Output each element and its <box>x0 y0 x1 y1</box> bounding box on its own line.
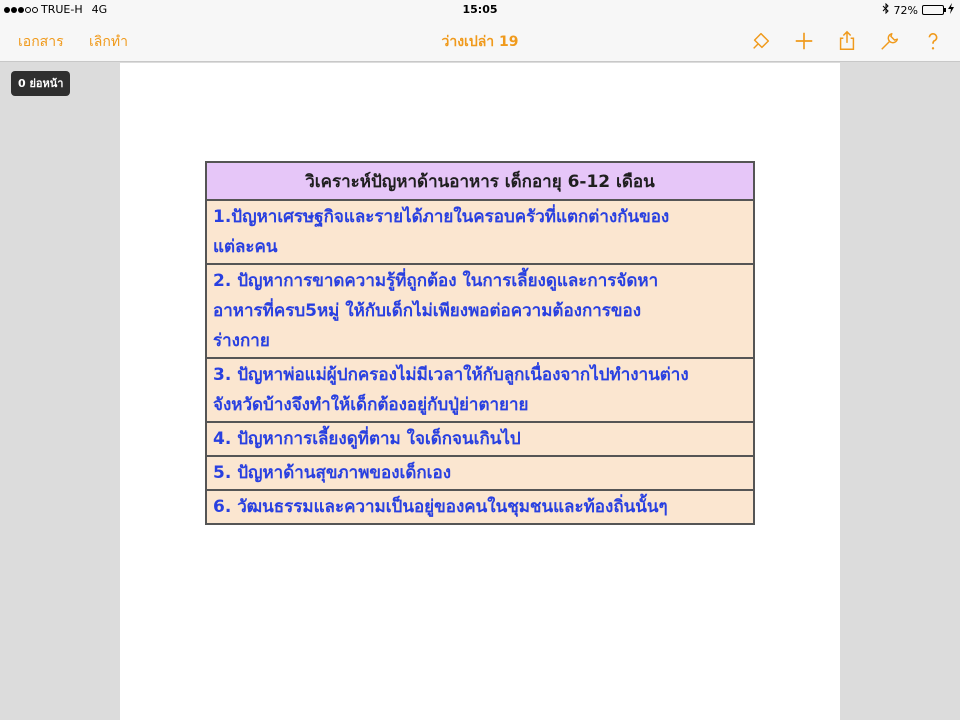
battery-percent: 72% <box>893 3 918 17</box>
document-title[interactable]: ว่างเปล่า 19 <box>441 34 519 50</box>
cell-line: 1.ปัญหาเศรษฐกิจและรายได้ภายในครอบครัวที่แตกต่างกันของ <box>213 207 670 227</box>
cell-line: 6. วัฒนธรรมและความเป็นอยู่ของคนในชุมชนและท้องถิ่นนั้นๆ <box>213 497 668 517</box>
app-toolbar <box>0 20 960 62</box>
table-cell-6[interactable] <box>206 490 754 524</box>
table-cell-4[interactable] <box>206 422 754 456</box>
documents-button[interactable]: เอกสาร <box>18 34 64 50</box>
clock: 15:05 <box>462 3 498 16</box>
status-bar <box>0 0 960 20</box>
share-icon[interactable] <box>834 28 860 54</box>
bluetooth-icon <box>882 3 890 17</box>
cell-line: อาหารที่ครบ5หมู่ ให้กับเด็กไม่เพียงพอต่อความต้องการของ <box>213 301 642 321</box>
battery-icon <box>922 5 944 15</box>
table-row <box>206 456 754 490</box>
cell-line: 5. ปัญหาด้านสุขภาพของเด็กเอง <box>213 463 451 483</box>
wrench-icon[interactable] <box>877 28 903 54</box>
cell-line: 4. ปัญหาการเลี้ยงดูที่ตาม ใจเด็กจนเกินไป <box>213 429 521 449</box>
cell-line: จังหวัดบ้างจึงทำให้เด็กต้องอยู่กับปู่ย่าตายาย <box>213 395 529 415</box>
analysis-table[interactable] <box>205 161 755 525</box>
table-row <box>206 358 754 422</box>
table-header-row <box>206 162 754 200</box>
network-type: 4G <box>91 3 108 16</box>
undo-button[interactable]: เลิกทำ <box>89 34 128 50</box>
paintbrush-icon[interactable] <box>748 28 774 54</box>
help-icon[interactable] <box>920 28 946 54</box>
cell-line: ร่างกาย <box>213 331 270 351</box>
cell-line: 3. ปัญหาพ่อแม่ผู้ปกครองไม่มีเวลาให้กับลูกเนื่องจากไปทำงานต่าง <box>213 365 689 385</box>
table-cell-1[interactable] <box>206 200 754 264</box>
table-row <box>206 422 754 456</box>
table-header[interactable]: วิเคราะห์ปัญหาด้านอาหาร เด็กอายุ 6-12 เดือน <box>206 162 754 200</box>
charging-icon <box>948 3 954 17</box>
table-cell-2[interactable] <box>206 264 754 358</box>
table-row <box>206 490 754 524</box>
battery-area <box>882 3 954 17</box>
carrier-name: TRUE-H <box>41 3 83 16</box>
table-cell-5[interactable] <box>206 456 754 490</box>
toolbar-actions <box>748 28 946 54</box>
plus-icon[interactable] <box>791 28 817 54</box>
table-row <box>206 264 754 358</box>
cell-line: แต่ละคน <box>213 237 278 257</box>
table-row <box>206 200 754 264</box>
cell-line: 2. ปัญหาการขาดความรู้ที่ถูกต้อง ในการเลี้ยงดูและการจัดหา <box>213 271 659 291</box>
table-cell-3[interactable] <box>206 358 754 422</box>
page-thumbnail-badge[interactable]: 0 ย่อหน้า <box>11 71 70 96</box>
